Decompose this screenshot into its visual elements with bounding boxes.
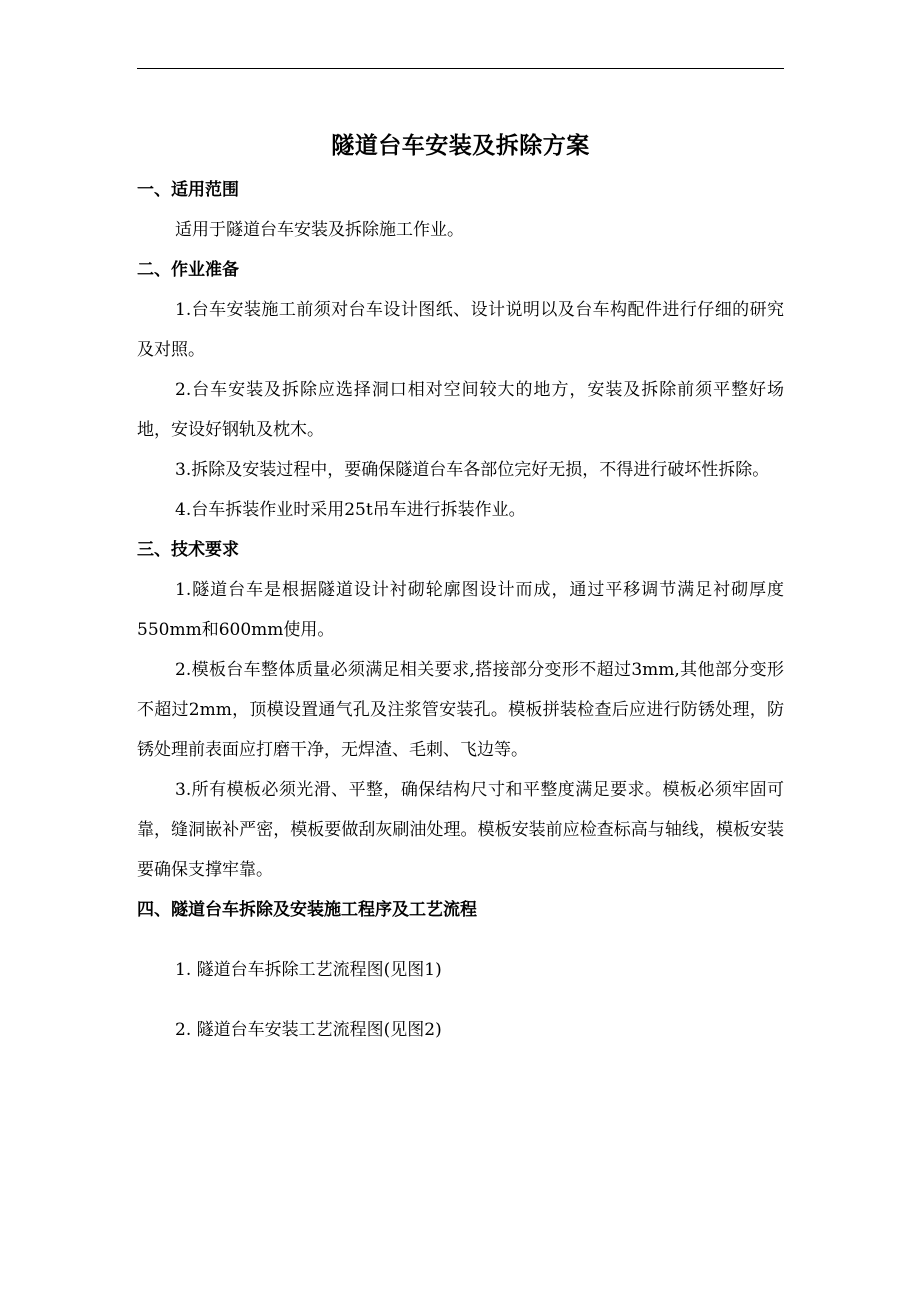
header-rule (137, 68, 784, 69)
list-item: 1. 隧道台车拆除工艺流程图(见图1) (175, 960, 442, 980)
paragraph: 2.台车安装及拆除应选择洞口相对空间较大的地方，安装及拆除前须平整好场地，安设好钢轨及枕木。 (137, 380, 784, 440)
paragraph: 1.台车安装施工前须对台车设计图纸、设计说明以及台车构配件进行仔细的研究及对照。 (137, 300, 784, 360)
paragraph: 2.模板台车整体质量必须满足相关要求,搭接部分变形不超过3mm,其他部分变形不超过2mm，顶模设置通气孔及注浆管安装孔。模板拼装检查后应进行防锈处理，防锈处理前表面应打磨干净，无焊渣、毛刺、飞边等。 (137, 660, 784, 760)
paragraph: 3.所有模板必须光滑、平整，确保结构尺寸和平整度满足要求。模板必须牢固可靠，缝洞嵌补严密，模板要做刮灰刷油处理。模板安装前应检查标高与轴线，模板安装要确保支撑牢靠。 (137, 780, 784, 880)
paragraph: 1.隧道台车是根据隧道设计衬砌轮廓图设计而成，通过平移调节满足衬砌厚度550mm和600mm使用。 (137, 580, 784, 640)
document-title: 隧道台车安装及拆除方案 (331, 133, 590, 159)
paragraph: 适用于隧道台车安装及拆除施工作业。 (175, 220, 464, 240)
section-heading: 四、隧道台车拆除及安装施工程序及工艺流程 (137, 900, 477, 920)
document-body (137, 170, 784, 1050)
section-preparation (137, 250, 784, 530)
section-technical-requirements (137, 530, 784, 890)
section-scope (137, 170, 784, 250)
section-procedure (137, 890, 784, 1050)
list-item: 2. 隧道台车安装工艺流程图(见图2) (175, 1020, 442, 1040)
paragraph: 3.拆除及安装过程中，要确保隧道台车各部位完好无损，不得进行破坏性拆除。 (175, 460, 770, 480)
section-heading: 二、作业准备 (137, 260, 239, 280)
section-heading: 三、技术要求 (137, 540, 239, 560)
paragraph: 4.台车拆装作业时采用25t吊车进行拆装作业。 (175, 500, 526, 520)
section-heading: 一、适用范围 (137, 180, 239, 200)
